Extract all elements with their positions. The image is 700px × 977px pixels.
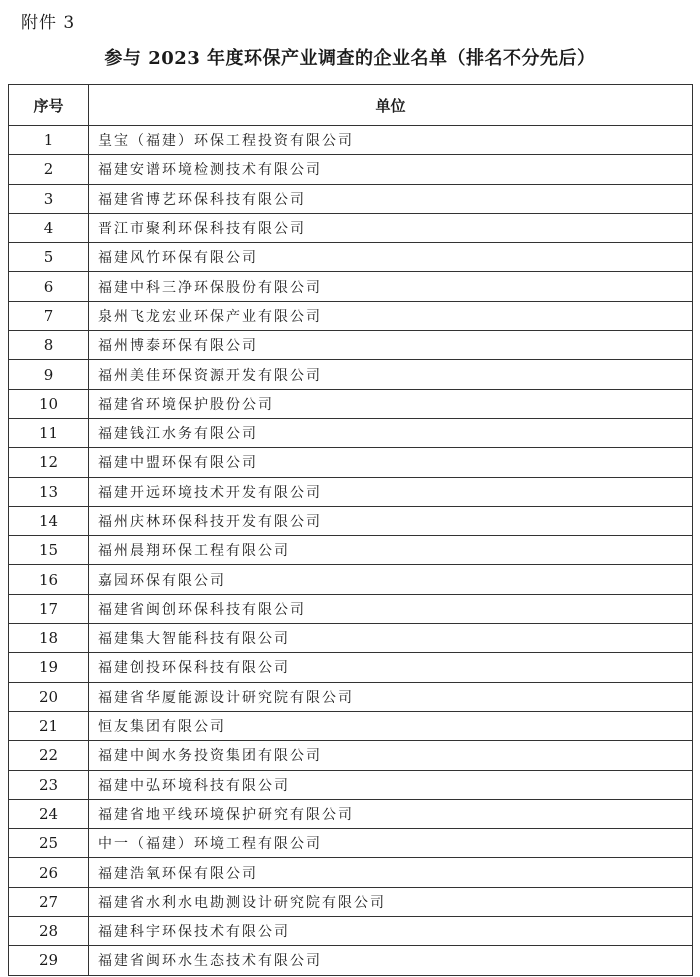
- table-row: [9, 829, 693, 858]
- table-row: [9, 653, 693, 682]
- table-row: [9, 594, 693, 623]
- header-index: 序号: [9, 85, 89, 126]
- company-name: 皇宝（福建）环保工程投资有限公司: [89, 126, 693, 155]
- table-row: [9, 565, 693, 594]
- row-index: 3: [9, 184, 89, 213]
- document-title: 参与 2023 年度环保产业调查的企业名单（排名不分先后）: [104, 48, 596, 69]
- company-name: 福建集大智能科技有限公司: [89, 624, 693, 653]
- company-name: 福建省水利水电勘测设计研究院有限公司: [89, 887, 693, 916]
- company-name: 福建中闽水务投资集团有限公司: [89, 741, 693, 770]
- table-row: [9, 741, 693, 770]
- table-row: [9, 770, 693, 799]
- table-row: [9, 243, 693, 272]
- row-index: 18: [9, 624, 89, 653]
- table-body: [9, 126, 693, 976]
- row-index: 22: [9, 741, 89, 770]
- header-unit: 单位: [89, 85, 693, 126]
- table-row: [9, 711, 693, 740]
- table-row: [9, 418, 693, 447]
- company-name: 恒友集团有限公司: [89, 711, 693, 740]
- company-name: 福州博泰环保有限公司: [89, 331, 693, 360]
- table-row: [9, 126, 693, 155]
- row-index: 10: [9, 389, 89, 418]
- table-row: [9, 272, 693, 301]
- company-name: 中一（福建）环境工程有限公司: [89, 829, 693, 858]
- table-header-row: [9, 85, 693, 126]
- table-row: [9, 946, 693, 975]
- row-index: 21: [9, 711, 89, 740]
- table-row: [9, 184, 693, 213]
- row-index: 25: [9, 829, 89, 858]
- table-row: [9, 331, 693, 360]
- row-index: 9: [9, 360, 89, 389]
- row-index: 29: [9, 946, 89, 975]
- company-name: 福建钱江水务有限公司: [89, 418, 693, 447]
- row-index: 24: [9, 799, 89, 828]
- attachment-label: 附件 3: [21, 13, 76, 33]
- company-name: 福建省地平线环境保护研究有限公司: [89, 799, 693, 828]
- row-index: 23: [9, 770, 89, 799]
- company-name: 福建风竹环保有限公司: [89, 243, 693, 272]
- company-name: 福州庆林环保科技开发有限公司: [89, 506, 693, 535]
- company-name: 福州晨翔环保工程有限公司: [89, 536, 693, 565]
- company-name: 福建开远环境技术开发有限公司: [89, 477, 693, 506]
- row-index: 28: [9, 917, 89, 946]
- row-index: 14: [9, 506, 89, 535]
- row-index: 13: [9, 477, 89, 506]
- table-row: [9, 858, 693, 887]
- company-name: 福建省闽创环保科技有限公司: [89, 594, 693, 623]
- table-row: [9, 682, 693, 711]
- table-row: [9, 917, 693, 946]
- company-name: 福建省闽环水生态技术有限公司: [89, 946, 693, 975]
- table-row: [9, 887, 693, 916]
- row-index: 26: [9, 858, 89, 887]
- table-row: [9, 536, 693, 565]
- row-index: 12: [9, 448, 89, 477]
- company-name: 福建中盟环保有限公司: [89, 448, 693, 477]
- company-name: 福建浩氧环保有限公司: [89, 858, 693, 887]
- company-list-table: [8, 84, 693, 976]
- company-name: 福建省博艺环保科技有限公司: [89, 184, 693, 213]
- company-name: 福建省环境保护股份公司: [89, 389, 693, 418]
- row-index: 27: [9, 887, 89, 916]
- row-index: 15: [9, 536, 89, 565]
- row-index: 6: [9, 272, 89, 301]
- row-index: 5: [9, 243, 89, 272]
- row-index: 8: [9, 331, 89, 360]
- table-row: [9, 301, 693, 330]
- company-name: 福建中弘环境科技有限公司: [89, 770, 693, 799]
- row-index: 7: [9, 301, 89, 330]
- company-name: 泉州飞龙宏业环保产业有限公司: [89, 301, 693, 330]
- table-row: [9, 389, 693, 418]
- row-index: 17: [9, 594, 89, 623]
- table-row: [9, 360, 693, 389]
- row-index: 4: [9, 213, 89, 242]
- row-index: 2: [9, 155, 89, 184]
- table-row: [9, 155, 693, 184]
- table-row: [9, 213, 693, 242]
- company-name: 晋江市聚利环保科技有限公司: [89, 213, 693, 242]
- company-name: 嘉园环保有限公司: [89, 565, 693, 594]
- table-row: [9, 477, 693, 506]
- table-row: [9, 506, 693, 535]
- row-index: 19: [9, 653, 89, 682]
- row-index: 20: [9, 682, 89, 711]
- company-name: 福州美佳环保资源开发有限公司: [89, 360, 693, 389]
- company-name: 福建安谱环境检测技术有限公司: [89, 155, 693, 184]
- table-row: [9, 799, 693, 828]
- company-name: 福建省华厦能源设计研究院有限公司: [89, 682, 693, 711]
- company-name: 福建创投环保科技有限公司: [89, 653, 693, 682]
- table-row: [9, 448, 693, 477]
- table-row: [9, 624, 693, 653]
- row-index: 1: [9, 126, 89, 155]
- row-index: 11: [9, 418, 89, 447]
- company-name: 福建中科三净环保股份有限公司: [89, 272, 693, 301]
- row-index: 16: [9, 565, 89, 594]
- company-name: 福建科宇环保技术有限公司: [89, 917, 693, 946]
